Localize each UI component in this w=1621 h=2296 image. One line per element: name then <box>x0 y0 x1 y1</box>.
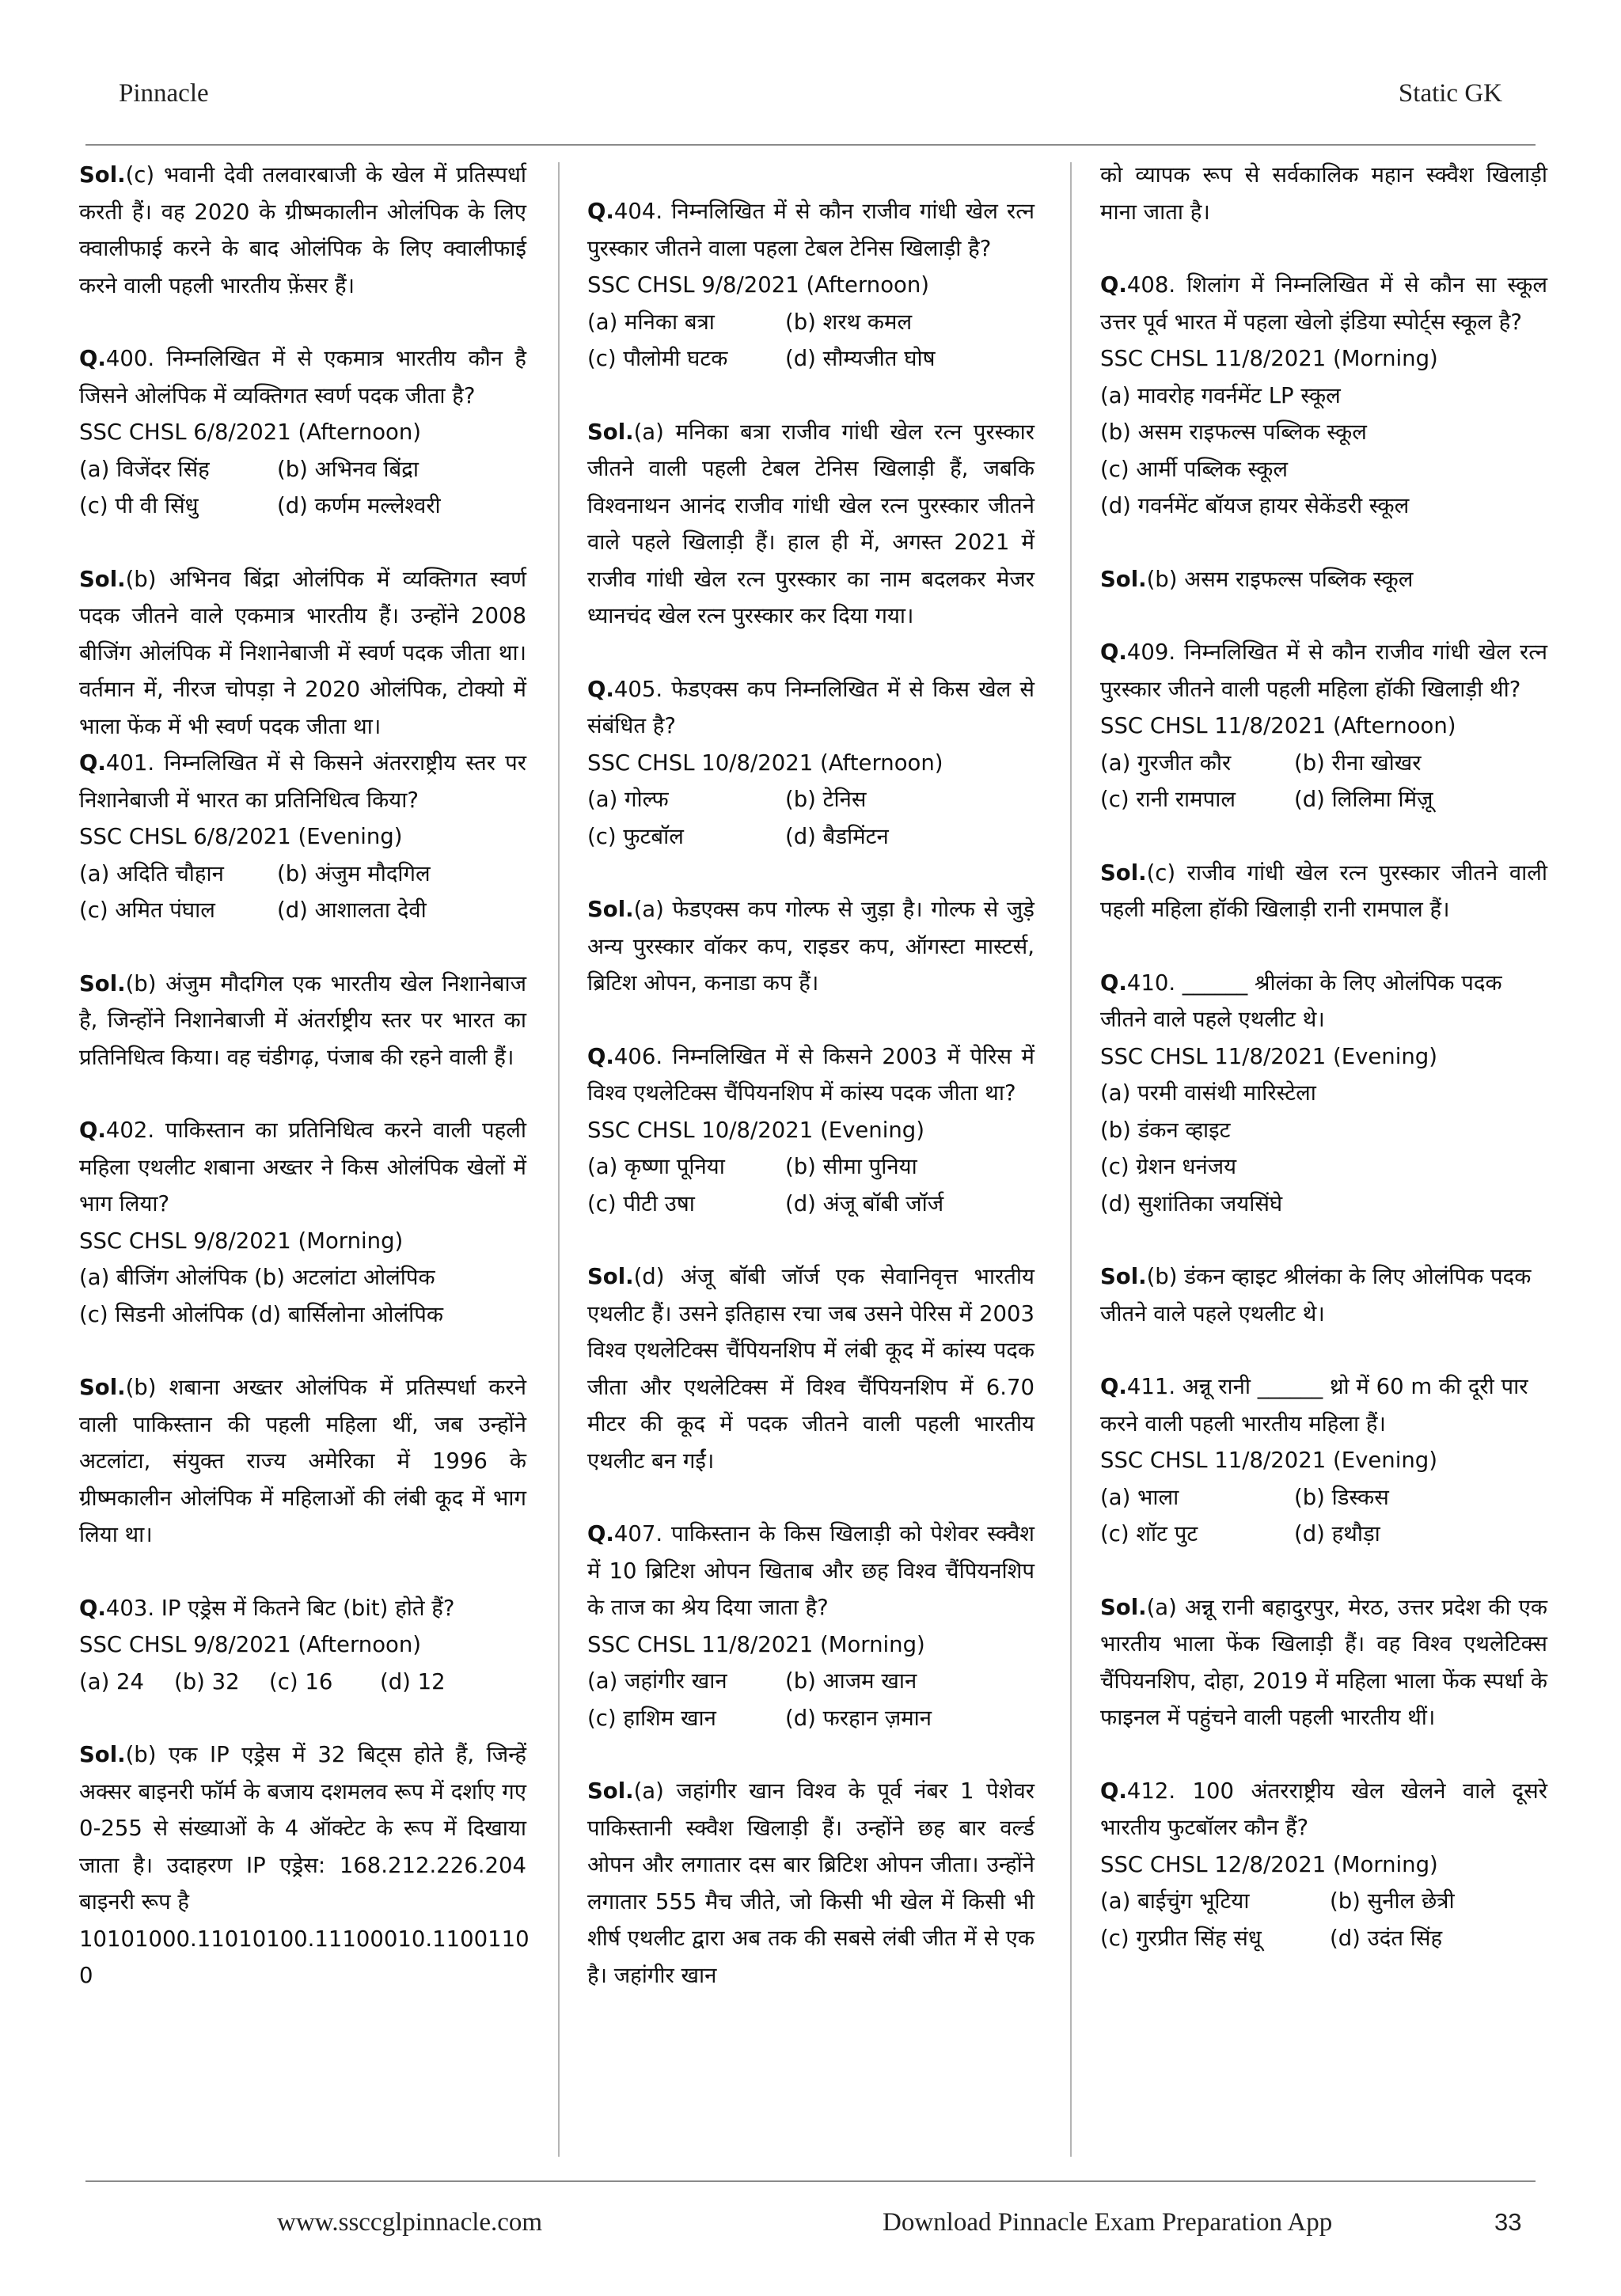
option-a: (a) गुरजीत कौर <box>1100 750 1232 776</box>
solution-404: Sol.(a) मनिका बत्रा राजीव गांधी खेल रत्न पुरस्कार जीतने वाली पहली टेबल टेनिस खिलाड़ी हैं, जबकि विश्वनाथन आनंद राजीव गांधी खेल रत्न पुरस्कार जीतने वाले पहले खिलाड़ी हैं। हाल ही में, अगस्त 2021 में राजीव गांधी खेल रत्न पुरस्कार का नाम बदलकर मेजर ध्यानचंद खेल रत्न पुरस्कार कर दिया गया। <box>587 419 1034 628</box>
column-1 <box>79 157 530 1994</box>
column-3 <box>1100 157 1547 1956</box>
page-number: 33 <box>1494 2208 1522 2236</box>
question-402: Q.402. पाकिस्तान का प्रतिनिधित्व करने वाली पहली महिला एथलीट शबाना अख्तर ने किस ओलंपिक खेलों में भाग लिया? <box>79 1118 526 1216</box>
exam-tag: SSC CHSL 9/8/2021 (Afternoon) <box>587 272 930 298</box>
option-d: (d) हथौड़ा <box>1294 1521 1380 1546</box>
option-d: (d) उदंत सिंह <box>1330 1925 1443 1951</box>
option-d: (d) सुशांतिका जयसिंघे <box>1100 1190 1283 1216</box>
exam-tag: SSC CHSL 6/8/2021 (Afternoon) <box>79 419 422 445</box>
question-410: Q.410. ______ श्रीलंका के लिए ओलंपिक पदक जीतने वाले पहले एथलीट थे। <box>1100 970 1502 1032</box>
options-407 <box>587 1663 1034 1736</box>
solution-400: Sol.(b) अभिनव बिंद्रा ओलंपिक में व्यक्तिगत स्वर्ण पदक जीतने वाले एकमात्र भारतीय हैं। उन्होंने 2008 बीजिंग ओलंपिक में निशानेबाजी में स्वर्ण पदक जीता था। वर्तमान में, नीरज चोपड़ा ने 2020 ओलंपिक, टोक्यो में भाला फेंक में भी स्वर्ण पदक जीता था। <box>79 566 526 739</box>
solution-408: Sol.(b) असम राइफल्स पब्लिक स्कूल <box>1100 566 1414 592</box>
options-402-line-1: (a) बीजिंग ओलंपिक (b) अटलांटा ओलंपिक <box>79 1265 435 1290</box>
options-400 <box>79 451 526 525</box>
option-d: (d) लिलिमा मिंज़ू <box>1294 787 1433 812</box>
option-c: (c) पीटी उषा <box>587 1190 695 1216</box>
option-c: (c) पी वी सिंधु <box>79 493 199 518</box>
option-b: (b) असम राइफल्स पब्लिक स्कूल <box>1100 419 1367 445</box>
options-411 <box>1100 1479 1547 1553</box>
question-401: Q.401. निम्नलिखित में से किसने अंतरराष्ट्रीय स्तर पर निशानेबाजी में भारत का प्रतिनिधित्व किया? <box>79 750 526 813</box>
footer-rule <box>85 2180 1536 2182</box>
option-a: (a) मावरोह गवर्नमेंट LP स्कूल <box>1100 382 1341 408</box>
option-b: (b) डंकन व्हाइट <box>1100 1117 1231 1143</box>
options-409 <box>1100 745 1547 818</box>
options-403 <box>79 1664 526 1701</box>
solution-411: Sol.(a) अन्नू रानी बहादुरपुर, मेरठ, उत्तर प्रदेश की एक भारतीय भाला फेंक खिलाड़ी हैं। वह विश्व एथलेटिक्स चैंपियनशिप, दोहा, 2019 में महिला भाला फेंक स्पर्धा के फाइनल में पहुंचने वाली पहली भारतीय थीं। <box>1100 1594 1548 1730</box>
option-a: (a) बाईचुंग भूटिया <box>1100 1888 1250 1914</box>
solution-407-continued: को व्यापक रूप से सर्वकालिक महान स्क्वैश खिलाड़ी माना जाता है। <box>1100 162 1547 225</box>
exam-tag: SSC CHSL 9/8/2021 (Afternoon) <box>79 1632 422 1657</box>
exam-tag: SSC CHSL 11/8/2021 (Morning) <box>1100 346 1438 371</box>
option-b: (b) सुनील छेत्री <box>1330 1888 1455 1914</box>
binary-value-end: 0 <box>79 1963 93 1988</box>
option-a: (a) गोल्फ <box>587 787 669 812</box>
question-400: Q.400. निम्नलिखित में से एकमात्र भारतीय कौन है जिसने ओलंपिक में व्यक्तिगत स्वर्ण पदक जीता है? <box>79 346 526 408</box>
question-406: Q.406. निम्नलिखित में से किसने 2003 में पेरिस में विश्व एथलेटिक्स चैंपियनशिप में कांस्य पदक जीता था? <box>587 1043 1034 1106</box>
options-404 <box>587 304 1034 378</box>
question-409: Q.409. निम्नलिखित में से कौन राजीव गांधी खेल रत्न पुरस्कार जीतने वाली पहली महिला हॉकी खिलाड़ी थी? <box>1100 639 1547 702</box>
solution-403: Sol.(b) एक IP एड्रेस में 32 बिट्स होते हैं, जिन्हें अक्सर बाइनरी फॉर्म के बजाय दशमलव रूप में दर्शाए गए 0-255 से संख्याओं के 4 ऑक्टेट के रूप में दिखाया जाता है। उदाहरण IP एड्रेस: 168.212.226.204 बाइनरी रूप है <box>79 1742 526 1915</box>
exam-tag: SSC CHSL 11/8/2021 (Evening) <box>1100 1043 1437 1069</box>
solution-399: Sol.(c) भवानी देवी तलवारबाजी के खेल में प्रतिस्पर्धा करती हैं। वह 2020 के ग्रीष्मकालीन ओलंपिक के लिए क्वालीफाई करने के बाद ओलंपिक के लिए क्वालीफाई करने वाली पहली भारतीय फ़ेंसर हैं। <box>79 162 526 298</box>
option-a: (a) जहांगीर खान <box>587 1668 727 1694</box>
option-d: (d) बैडमिंटन <box>785 823 889 849</box>
option-b: (b) आजम खान <box>785 1668 917 1694</box>
option-c: (c) 16 <box>269 1668 333 1694</box>
option-c: (c) अमित पंघाल <box>79 898 215 923</box>
exam-tag: SSC CHSL 6/8/2021 (Evening) <box>79 824 403 849</box>
option-b: (b) अंजुम मौदगिल <box>277 860 431 886</box>
option-d: (d) फरहान ज़मान <box>785 1705 932 1731</box>
option-a: (a) विजेंदर सिंह <box>79 456 210 482</box>
options-401 <box>79 856 526 929</box>
option-c: (c) पौलोमी घटक <box>587 346 728 371</box>
option-a: (a) भाला <box>1100 1484 1179 1510</box>
option-c: (c) शॉट पुट <box>1100 1521 1198 1546</box>
option-a: (a) अदिति चौहान <box>79 860 224 886</box>
options-406 <box>587 1148 1034 1222</box>
option-b: (b) 32 <box>174 1668 240 1694</box>
column-divider-2 <box>1070 162 1072 2157</box>
solution-401: Sol.(b) अंजुम मौदगिल एक भारतीय खेल निशानेबाज है, जिन्होंने निशानेबाजी में अंतर्राष्ट्रीय स्तर पर भारत का प्रतिनिधित्व किया। वह चंडीगढ़, पंजाब की रहने वाली हैं। <box>79 970 526 1070</box>
option-c: (c) हाशिम खान <box>587 1705 716 1731</box>
option-a: (a) मनिका बत्रा <box>587 309 715 335</box>
option-d: (d) 12 <box>380 1668 446 1694</box>
options-402-line-2: (c) सिडनी ओलंपिक (d) बार्सिलोना ओलंपिक <box>79 1301 443 1327</box>
exam-tag: SSC CHSL 10/8/2021 (Afternoon) <box>587 750 943 776</box>
option-a: (a) 24 <box>79 1668 145 1694</box>
option-c: (c) गुरप्रीत सिंह संधू <box>1100 1925 1262 1951</box>
exam-tag: SSC CHSL 11/8/2021 (Evening) <box>1100 1448 1437 1473</box>
option-b: (b) सीमा पुनिया <box>785 1154 917 1179</box>
option-c: (c) रानी रामपाल <box>1100 787 1236 812</box>
header-subject: Static GK <box>1398 79 1502 108</box>
options-412 <box>1100 1883 1547 1956</box>
option-d: (d) आशालता देवी <box>277 898 427 923</box>
option-d: (d) गवर्नमेंट बॉयज हायर सेकेंडरी स्कूल <box>1100 493 1410 518</box>
option-c: (c) ग्रेशन धनंजय <box>1100 1154 1237 1179</box>
solution-410: Sol.(b) डंकन व्हाइट श्रीलंका के लिए ओलंपिक पदक जीतने वाले पहले एथलीट थे। <box>1100 1264 1532 1326</box>
option-b: (b) टेनिस <box>785 787 867 812</box>
solution-406: Sol.(d) अंजू बॉबी जॉर्ज एक सेवानिवृत्त भारतीय एथलीट हैं। उसने इतिहास रचा जब उसने पेरिस में 2003 विश्व एथलेटिक्स चैंपियनशिप में लंबी कूद में कांस्य पदक जीता और एथलेटिक्स में विश्व चैंपियनशिप में 6.70 मीटर की कूद में पदक जीतने वाली पहली भारतीय एथलीट बन गईं। <box>587 1264 1034 1474</box>
question-404: Q.404. निम्नलिखित में से कौन राजीव गांधी खेल रत्न पुरस्कार जीतने वाला पहला टेबल टेनिस खिलाड़ी है? <box>587 199 1034 261</box>
option-d: (d) अंजू बॉबी जॉर्ज <box>785 1190 944 1216</box>
option-b: (b) अभिनव बिंद्रा <box>277 456 419 482</box>
option-b: (b) डिस्कस <box>1294 1484 1389 1510</box>
header-rule <box>85 144 1536 146</box>
footer-website: www.ssccglpinnacle.com <box>277 2208 543 2237</box>
question-407: Q.407. पाकिस्तान के किस खिलाड़ी को पेशेवर स्क्वैश में 10 ब्रिटिश ओपन खिताब और छह विश्व चैंपियनशिप के ताज का श्रेय दिया जाता है? <box>587 1521 1034 1620</box>
question-403: Q.403. IP एड्रेस में कितने बिट (bit) होते हैं? <box>79 1595 455 1621</box>
solution-409: Sol.(c) राजीव गांधी खेल रत्न पुरस्कार जीतने वाली पहली महिला हॉकी खिलाड़ी रानी रामपाल हैं। <box>1100 860 1547 922</box>
exam-tag: SSC CHSL 12/8/2021 (Morning) <box>1100 1851 1438 1877</box>
exam-tag: SSC CHSL 10/8/2021 (Evening) <box>587 1117 924 1143</box>
question-405: Q.405. फेडएक्स कप निम्नलिखित में से किस खेल से संबंधित है? <box>587 676 1034 738</box>
header-brand: Pinnacle <box>119 79 209 108</box>
exam-tag: SSC CHSL 11/8/2021 (Afternoon) <box>1100 713 1456 738</box>
options-405 <box>587 781 1034 855</box>
exam-tag: SSC CHSL 9/8/2021 (Morning) <box>79 1228 404 1254</box>
column-divider-1 <box>558 162 560 2157</box>
footer-app-promo: Download Pinnacle Exam Preparation App <box>883 2208 1333 2237</box>
option-a: (a) परमी वासंथी मारिस्टेला <box>1100 1080 1316 1106</box>
exam-tag: SSC CHSL 11/8/2021 (Morning) <box>587 1631 925 1657</box>
question-412: Q.412. 100 अंतरराष्ट्रीय खेल खेलने वाले दूसरे भारतीय फुटबॉलर कौन हैं? <box>1100 1778 1547 1840</box>
question-408: Q.408. शिलांग में निम्नलिखित में से कौन सा स्कूल उत्तर पूर्व भारत में पहला खेलो इंडिया स्पोर्ट्स स्कूल है? <box>1100 272 1547 335</box>
solution-407: Sol.(a) जहांगीर खान विश्व के पूर्व नंबर 1 पेशेवर पाकिस्तानी स्क्वैश खिलाड़ी हैं। उन्होंने छह बार वर्ल्ड ओपन और लगातार दस बार ब्रिटिश ओपन जीता। उन्होंने लगातार 555 मैच जीते, जो किसी भी खेल में किसी भी शीर्ष एथलीट द्वारा अब तक की सबसे लंबी जीत में से एक है। जहांगीर खान <box>587 1778 1034 1988</box>
option-c: (c) फुटबॉल <box>587 823 684 849</box>
solution-402: Sol.(b) शबाना अख्तर ओलंपिक में प्रतिस्पर्धा करने वाली पाकिस्तान की पहली महिला थीं, जब उन्होंने अटलांटा, संयुक्त राज्य अमेरिका में 1996 के ग्रीष्मकालीन ओलंपिक में महिलाओं की लंबी कूद में भाग लिया था। <box>79 1375 526 1547</box>
option-d: (d) सौम्यजीत घोष <box>785 346 936 371</box>
option-b: (b) शरथ कमल <box>785 309 913 335</box>
solution-405: Sol.(a) फेडएक्स कप गोल्फ से जुड़ा है। गोल्फ से जुड़े अन्य पुरस्कार वॉकर कप, राइडर कप, ऑगस्टा मास्टर्स, ब्रिटिश ओपन, कनाडा कप हैं। <box>587 897 1034 996</box>
binary-value: 10101000.11010100.11100010.1100110 <box>79 1926 530 1952</box>
column-2 <box>587 193 1034 1994</box>
option-a: (a) कृष्णा पूनिया <box>587 1154 725 1179</box>
option-b: (b) रीना खोखर <box>1294 750 1422 776</box>
option-d: (d) कर्णम मल्लेश्वरी <box>277 493 441 518</box>
question-411: Q.411. अन्नू रानी ______ थ्रो में 60 m की दूरी पार करने वाली पहली भारतीय महिला हैं। <box>1100 1374 1528 1436</box>
option-c: (c) आर्मी पब्लिक स्कूल <box>1100 456 1288 482</box>
